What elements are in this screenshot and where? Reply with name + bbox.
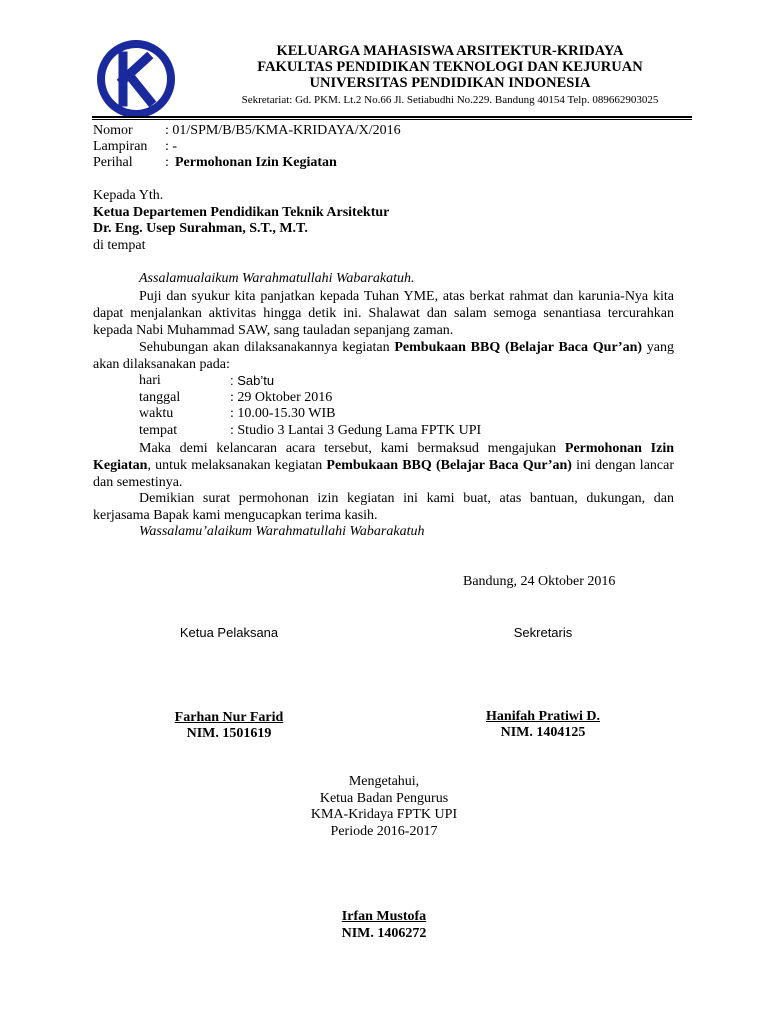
left-signer-role: Ketua Pelaksana	[179, 625, 279, 640]
right-signer-nim: NIM. 1404125	[500, 725, 586, 740]
acknowledger-role: Ketua Badan Pengurus	[319, 791, 449, 806]
opening-salutation: Assalamualaikum Warahmatullahi Wabarakatuh.	[139, 271, 415, 286]
detail-value-waktu: : 10.00-15.30 WIB	[230, 406, 336, 421]
paragraph-3: Maka demi kelancaran acara tersebut, kami bermaksud mengajukan Permohonan Izin Kegiatan, untuk melaksanakan kegiatan Pembukaan BBQ (Belajar Baca Qur’an) ini dengan lancar dan semestinya.	[93, 441, 675, 490]
organization-logo	[95, 38, 177, 120]
perihal-label: Perihal	[93, 155, 133, 170]
paragraph-1: Puji dan syukur kita panjatkan kepada Tuhan YME, atas berkat rahmat dan karunia-Nya kita dapat menjalankan aktivitas hingga detik ini. Shalawat dan salam semoga senantiasa tercurahkan kepada Nabi Muhammad SAW, sang tauladan sepanjang zaman.	[93, 289, 674, 338]
detail-value-tanggal: : 29 Oktober 2016	[230, 390, 333, 405]
right-signer-name: Hanifah Pratiwi D.	[486, 709, 600, 724]
recipient-greeting: Kepada Yth.	[93, 188, 164, 203]
recipient-title: Ketua Departemen Pendidikan Teknik Arsitektur	[93, 205, 390, 220]
perihal-colon: :	[165, 155, 169, 170]
detail-value-tempat: : Studio 3 Lantai 3 Gedung Lama FPTK UPI	[230, 423, 482, 438]
paragraph-4: Demikian surat permohonan izin kegiatan ini kami buat, atas bantuan, dukungan, dan kerjasama Bapak kami mengucapkan terima kasih.	[93, 491, 674, 523]
lampiran-value: : -	[165, 139, 178, 154]
recipient-name: Dr. Eng. Usep Surahman, S.T., M.T.	[93, 221, 308, 236]
left-signer-name: Farhan Nur Farid	[174, 710, 284, 725]
address: Sekretariat: Gd. PKM. Lt.2 No.66 Jl. Setiabudhi No.229. Bandung 40154 Telp. 089662903025	[241, 94, 659, 106]
recipient-place: di tempat	[93, 238, 146, 253]
left-signer-nim: NIM. 1501619	[186, 726, 272, 741]
detail-value-hari: : Sab’tu	[230, 373, 275, 388]
acknowledger-organization: KMA-Kridaya FPTK UPI	[310, 807, 458, 822]
perihal-value: Permohonan Izin Kegiatan	[175, 155, 337, 170]
detail-label-tempat: tempat	[139, 423, 178, 438]
closing-salutation: Wassalamu’alaikum Warahmatullahi Wabarakatuh	[139, 524, 425, 539]
nomor-label: Nomor	[93, 123, 133, 138]
detail-label-waktu: waktu	[139, 406, 174, 421]
right-signer-role: Sekretaris	[513, 625, 573, 640]
detail-label-hari: hari	[139, 373, 161, 388]
header-rule	[92, 116, 692, 118]
acknowledger-nim: NIM. 1406272	[341, 926, 427, 941]
header-rule-thin	[92, 119, 692, 120]
nomor-value: : 01/SPM/B/B5/KMA-KRIDAYA/X/2016	[165, 123, 401, 138]
paragraph-2: Sehubungan akan dilaksanakannya kegiatan Pembukaan BBQ (Belajar Baca Qur’an) yang akan dilaksanakan pada:	[93, 340, 674, 372]
acknowledgement-label: Mengetahui,	[348, 774, 420, 789]
acknowledger-name: Irfan Mustofa	[341, 909, 427, 924]
acknowledger-period: Periode 2016-2017	[330, 824, 438, 839]
place-date: Bandung, 24 Oktober 2016	[463, 574, 616, 589]
org-name: KELUARGA MAHASISWA ARSITEKTUR-KRIDAYA	[276, 43, 624, 59]
lampiran-label: Lampiran	[93, 139, 148, 154]
faculty-name: FAKULTAS PENDIDIKAN TEKNOLOGI DAN KEJURUAN	[257, 59, 643, 75]
detail-label-tanggal: tanggal	[139, 390, 181, 405]
university-name: UNIVERSITAS PENDIDIKAN INDONESIA	[309, 75, 591, 91]
